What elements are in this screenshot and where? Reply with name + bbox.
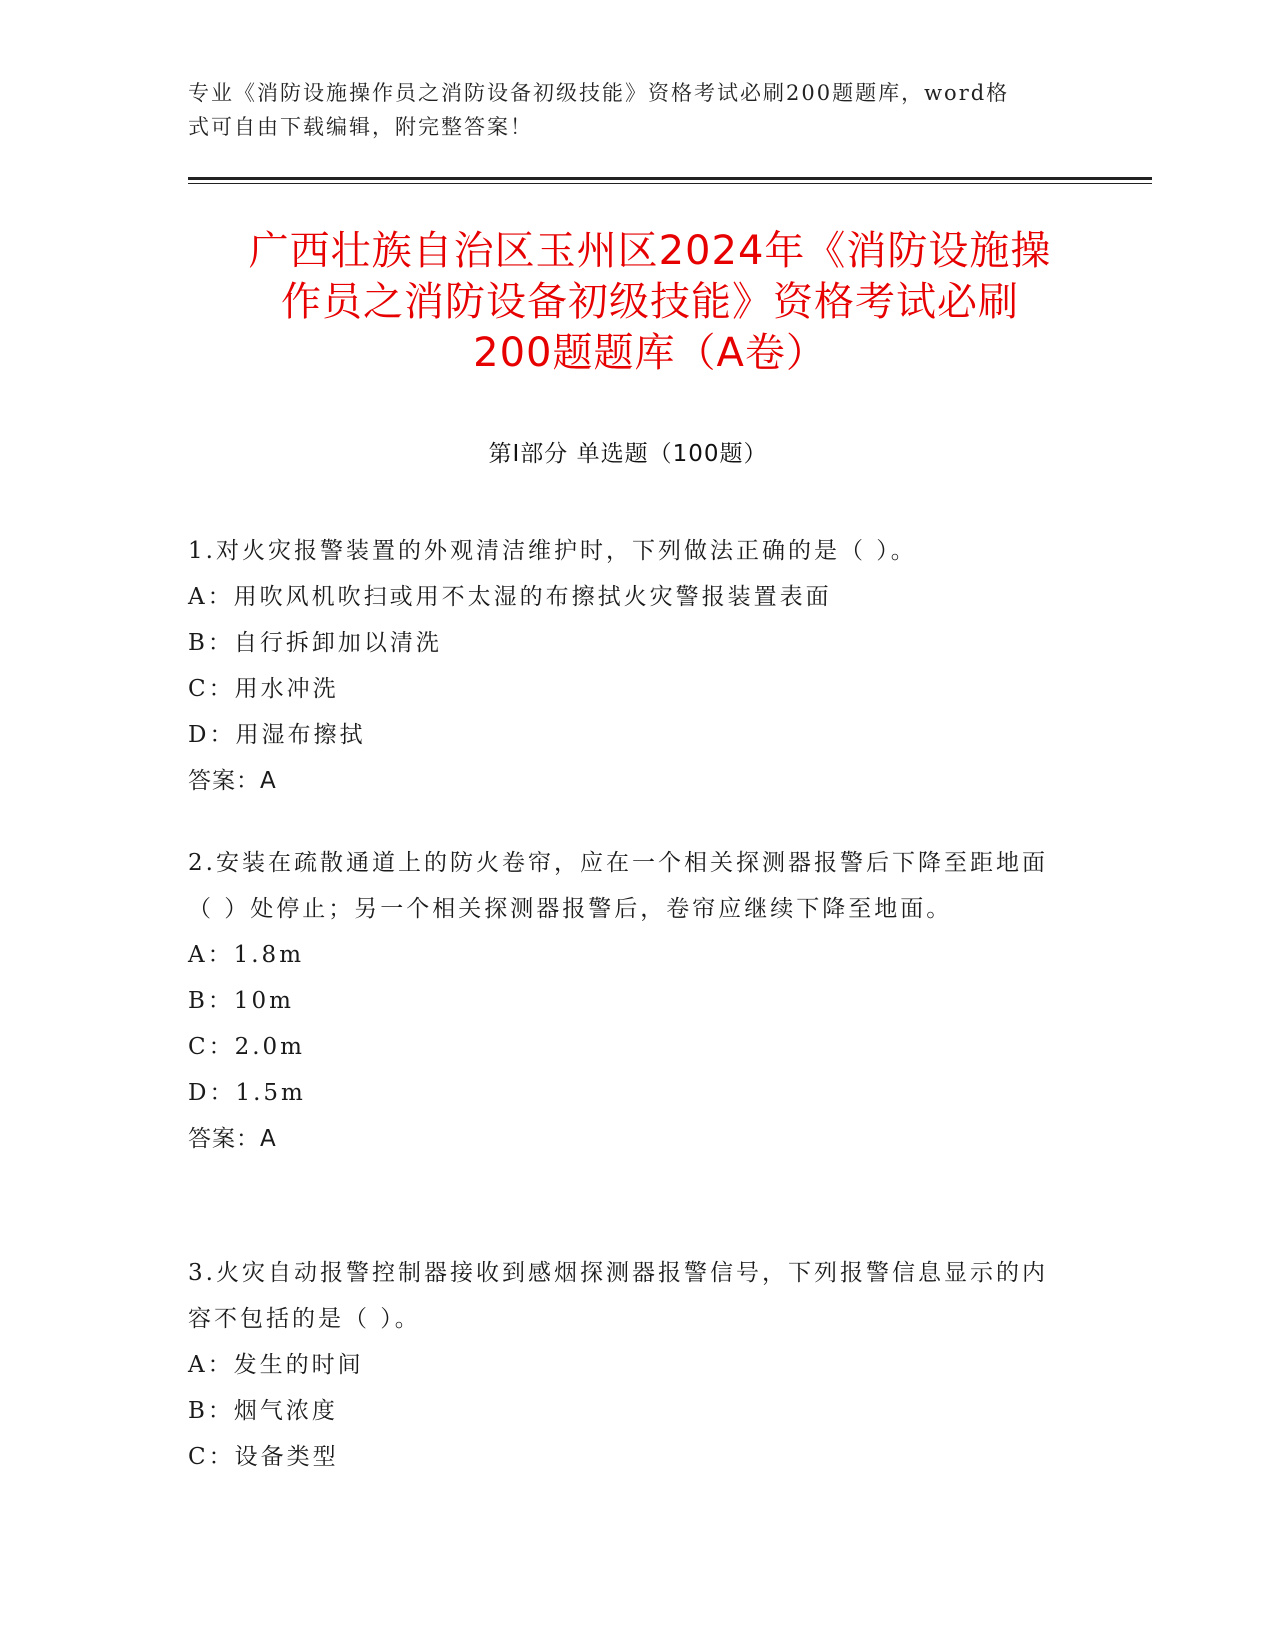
document-title — [170, 226, 1130, 379]
question-stem: 3.火灾自动报警控制器接收到感烟探测器报警信号，下列报警信息显示的内容不包括的是（ ）。 — [188, 1260, 1048, 1332]
option-a: A：1.8m — [188, 942, 304, 968]
header-note — [188, 76, 1068, 144]
header-note-line-1: 专业《消防设施操作员之消防设备初级技能》资格考试必刷200题题库，word格 — [188, 81, 1010, 105]
header-divider-thin — [188, 183, 1152, 184]
option-d: D：1.5m — [188, 1080, 306, 1106]
header-note-line-2: 式可自由下载编辑，附完整答案！ — [188, 115, 533, 139]
option-a: A：用吹风机吹扫或用不太湿的布擦拭火灾警报装置表面 — [188, 584, 832, 610]
question-2 — [188, 840, 1058, 1162]
option-a: A：发生的时间 — [188, 1352, 364, 1378]
title-line-2: 作员之消防设备初级技能》资格考试必刷 — [281, 279, 1019, 325]
section-heading: 第Ⅰ部分 单选题（100题） — [488, 441, 768, 467]
title-line-3: 200题题库（A卷） — [473, 330, 827, 376]
answer: 答案：A — [188, 1126, 277, 1152]
question-stem: 1.对火灾报警装置的外观清洁维护时，下列做法正确的是（ ）。 — [188, 538, 917, 564]
question-3 — [188, 1250, 1058, 1480]
title-line-1: 广西壮族自治区玉州区2024年《消防设施操 — [248, 228, 1052, 274]
option-c: C：2.0m — [188, 1034, 305, 1060]
option-c: C：设备类型 — [188, 1444, 339, 1470]
header-divider-thick — [188, 177, 1152, 180]
option-b: B：10m — [188, 988, 294, 1014]
option-d: D：用湿布擦拭 — [188, 722, 366, 748]
question-stem: 2.安装在疏散通道上的防火卷帘，应在一个相关探测器报警后下降至距地面（ ）处停止；另一个相关探测器报警后，卷帘应继续下降至地面。 — [188, 850, 1048, 922]
answer: 答案：A — [188, 768, 277, 794]
option-b: B：烟气浓度 — [188, 1398, 338, 1424]
option-c: C：用水冲洗 — [188, 676, 339, 702]
option-b: B：自行拆卸加以清洗 — [188, 630, 442, 656]
question-1 — [188, 528, 1058, 804]
